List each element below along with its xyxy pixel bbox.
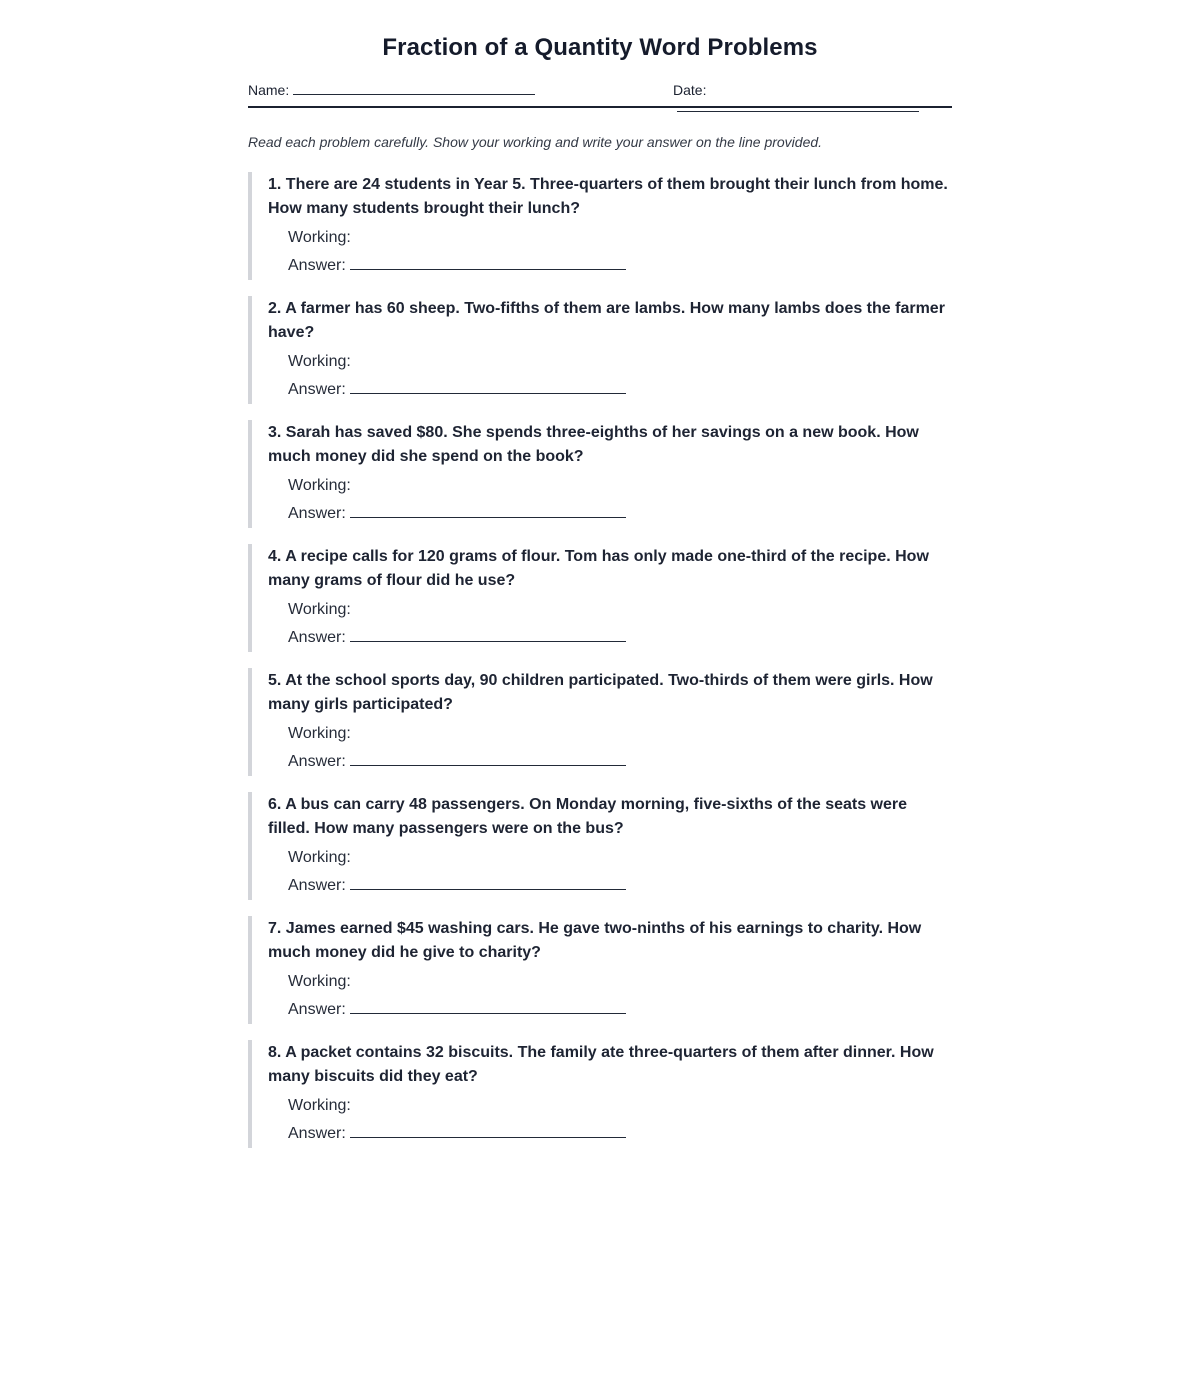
problem-item	[248, 172, 952, 280]
problem-question: 8. A packet contains 32 biscuits. The family ate three-quarters of them after dinner. How many biscuits did they eat?	[268, 1044, 934, 1085]
date-field	[673, 82, 952, 116]
answer-label: Answer:	[288, 1125, 346, 1142]
answer-write-line[interactable]	[350, 257, 626, 270]
working-label: Working:	[288, 973, 351, 990]
date-write-line[interactable]	[677, 103, 919, 112]
answer-row	[288, 1000, 626, 1019]
name-write-line[interactable]	[293, 86, 535, 95]
answer-label: Answer:	[288, 505, 346, 522]
answer-label: Answer:	[288, 257, 346, 274]
problem-item	[248, 668, 952, 776]
answer-write-line[interactable]	[350, 1001, 626, 1014]
working-label: Working:	[288, 1097, 351, 1114]
answer-row	[288, 628, 626, 647]
problem-question: 3. Sarah has saved $80. She spends three-eighths of her savings on a new book. How much money did she spend on the book?	[268, 424, 919, 465]
answer-row	[288, 752, 626, 771]
problem-item	[248, 420, 952, 528]
answer-row	[288, 1124, 626, 1143]
student-details-row	[248, 82, 952, 106]
working-label: Working:	[288, 725, 351, 742]
answer-label: Answer:	[288, 629, 346, 646]
answer-row	[288, 876, 626, 895]
answer-write-line[interactable]	[350, 877, 626, 890]
working-label: Working:	[288, 353, 351, 370]
answer-row	[288, 380, 626, 399]
problem-question: 4. A recipe calls for 120 grams of flour. Tom has only made one-third of the recipe. How many grams of flour did he use?	[268, 548, 929, 589]
problem-item	[248, 1040, 952, 1148]
working-label: Working:	[288, 849, 351, 866]
answer-label: Answer:	[288, 753, 346, 770]
problem-question: 6. A bus can carry 48 passengers. On Monday morning, five-sixths of the seats were filled. How many passengers were on the bus?	[268, 796, 908, 837]
answer-label: Answer:	[288, 877, 346, 894]
working-label: Working:	[288, 477, 351, 494]
working-label: Working:	[288, 229, 351, 246]
problem-item	[248, 916, 952, 1024]
name-label: Name:	[248, 82, 290, 98]
worksheet	[248, 0, 952, 1148]
problem-question: 2. A farmer has 60 sheep. Two-fifths of them are lambs. How many lambs does the farmer have?	[268, 300, 945, 341]
working-label: Working:	[288, 601, 351, 618]
name-field	[248, 82, 535, 99]
answer-row	[288, 504, 626, 523]
page-title: Fraction of a Quantity Word Problems	[382, 34, 818, 61]
problem-question: 1. There are 24 students in Year 5. Three-quarters of them brought their lunch from home. How many students brought their lunch?	[268, 176, 948, 217]
problem-question: 5. At the school sports day, 90 children participated. Two-thirds of them were girls. How many girls participated?	[268, 672, 933, 713]
problem-item	[248, 792, 952, 900]
problem-item	[248, 544, 952, 652]
answer-write-line[interactable]	[350, 381, 626, 394]
answer-row	[288, 256, 626, 275]
problem-item	[248, 296, 952, 404]
answer-write-line[interactable]	[350, 505, 626, 518]
answer-label: Answer:	[288, 1001, 346, 1018]
answer-label: Answer:	[288, 381, 346, 398]
answer-write-line[interactable]	[350, 629, 626, 642]
problem-list	[248, 172, 952, 1148]
date-label: Date:	[673, 82, 707, 98]
answer-write-line[interactable]	[350, 1125, 626, 1138]
instructions: Read each problem carefully. Show your working and write your answer on the line provided.	[248, 134, 823, 150]
problem-question: 7. James earned $45 washing cars. He gave two-ninths of his earnings to charity. How much money did he give to charity?	[268, 920, 922, 961]
answer-write-line[interactable]	[350, 753, 626, 766]
